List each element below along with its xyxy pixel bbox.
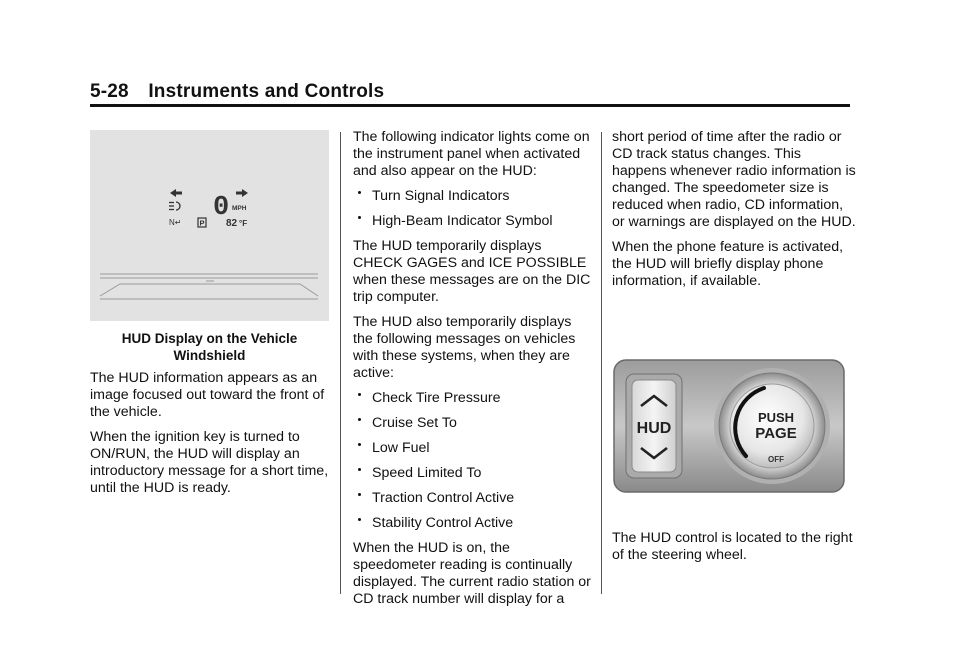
page-number: 5-28 (90, 81, 129, 102)
hud-control-figure (612, 358, 846, 494)
list-item: Cruise Set To (353, 415, 595, 432)
dial-label-page: PAGE (755, 425, 797, 442)
hud-temperature: 82 (226, 218, 238, 229)
figure-caption (90, 330, 329, 364)
list-item: Speed Limited To (353, 465, 595, 482)
col3-paragraph-3: The HUD control is located to the right of the steering wheel. (612, 530, 853, 563)
col3-paragraph-2: When the phone feature is activated, the HUD will briefly display phone information, if available. (612, 239, 844, 289)
section-title: Instruments and Controls (148, 81, 385, 102)
hud-speed-digit: 0 (213, 193, 230, 223)
hud-display-figure (90, 130, 329, 321)
hud-compass: N↵ (169, 218, 182, 227)
column-1 (90, 370, 336, 505)
list-item: Turn Signal Indicators (353, 188, 595, 205)
caption-line-1: HUD Display on the Vehicle (121, 331, 298, 346)
indicator-list (353, 188, 595, 230)
col2-paragraph-1: The following indicator lights come on the instrument panel when activated and also appear on the HUD: (353, 129, 590, 179)
col1-paragraph-1: The HUD information appears as an image focused out toward the front of the vehicle. (90, 370, 325, 420)
col2-paragraph-3: The HUD also temporarily displays the following messages on vehicles with these systems, when they are active: (353, 314, 576, 381)
col2-paragraph-2: The HUD temporarily displays CHECK GAGES and ICE POSSIBLE when these messages are on the DIC trip computer. (353, 238, 591, 305)
list-item: Check Tire Pressure (353, 390, 595, 407)
caption-line-2: Windshield (173, 348, 246, 363)
col1-paragraph-2: When the ignition key is turned to ON/RUN, the HUD will display an introductory message for a short time, until the HUD is ready. (90, 429, 329, 496)
list-item: Stability Control Active (353, 515, 595, 532)
header-rule (90, 104, 850, 107)
push-page-dial[interactable] (714, 368, 830, 484)
column-2 (353, 129, 595, 616)
col3-paragraph-1: short period of time after the radio or CD track status changes. This happens whenever radio information is changed. The speedometer size is reduced when radio, CD information, or warnings are displayed on the HUD. (612, 129, 856, 230)
hud-temp-unit: °F (239, 219, 248, 228)
message-list (353, 390, 595, 532)
list-item: Low Fuel (353, 440, 595, 457)
page-header (90, 81, 384, 103)
column-divider-2 (601, 132, 602, 594)
list-item: High-Beam Indicator Symbol (353, 213, 595, 230)
hud-switch-label: HUD (636, 420, 672, 437)
col2-paragraph-4: When the HUD is on, the speedometer reading is continually displayed. The current radio station or CD track number will display for a (353, 540, 591, 607)
hud-rocker-switch[interactable] (626, 374, 682, 478)
dial-label-push: PUSH (757, 410, 795, 425)
hud-speed-unit: MPH (232, 205, 247, 212)
column-divider-1 (340, 132, 341, 594)
column-3 (612, 129, 856, 298)
list-item: Traction Control Active (353, 490, 595, 507)
hud-gear: P (199, 218, 205, 228)
dial-label-off: OFF (768, 455, 784, 464)
column-3-bottom (612, 530, 856, 572)
